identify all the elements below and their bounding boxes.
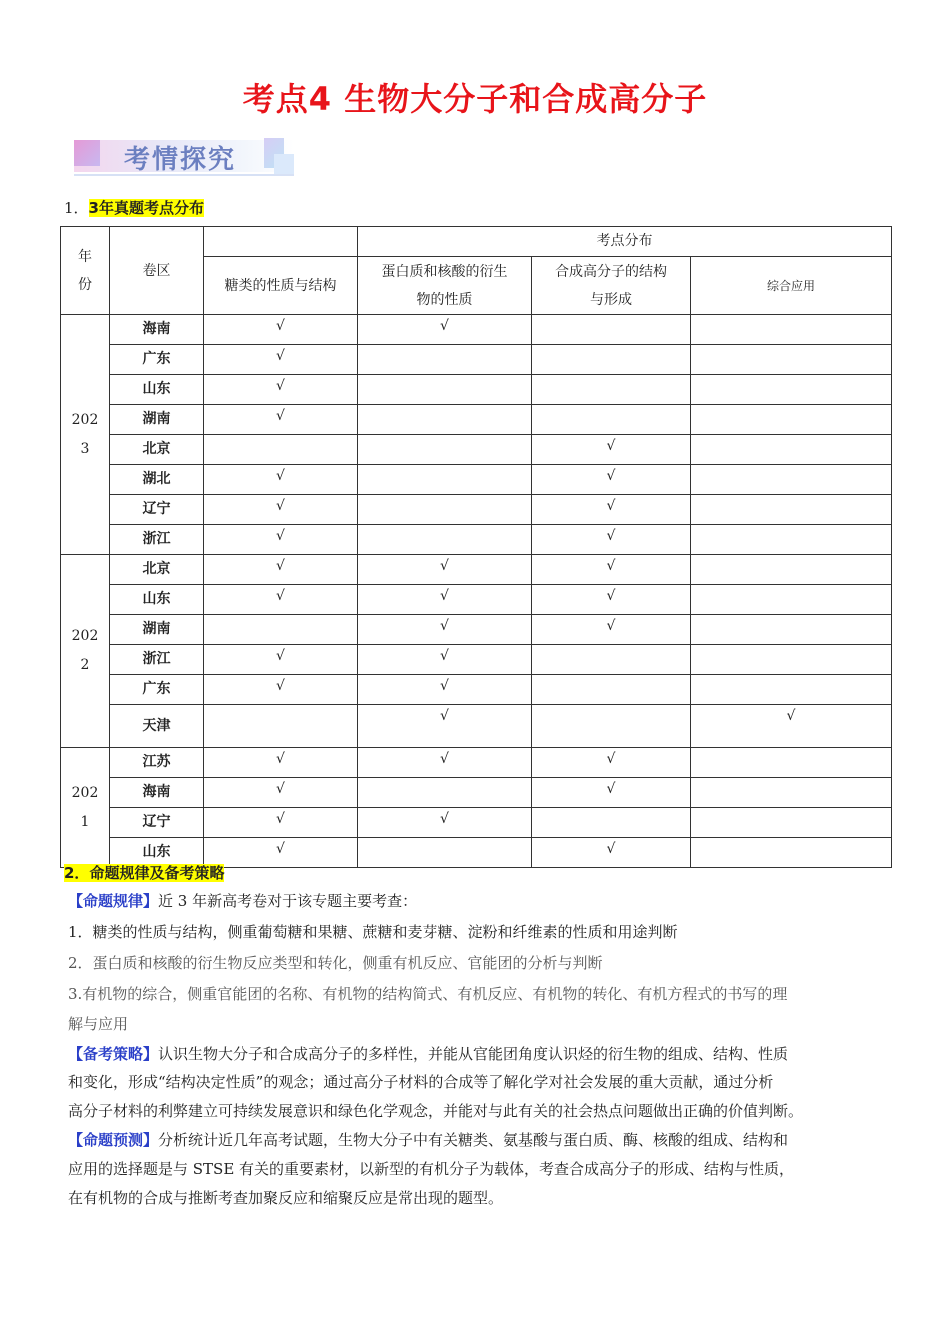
- strategy-line-2: 和变化，形成“结构决定性质”的观念；通过高分子材料的合成等了解化学对社会发展的重大贡献，通过分析: [68, 1073, 774, 1091]
- check-cell: [691, 525, 892, 555]
- check-cell: √: [204, 585, 358, 615]
- check-cell: [691, 435, 892, 465]
- check-cell: [691, 375, 892, 405]
- check-cell: [358, 435, 532, 465]
- check-cell: √: [204, 778, 358, 808]
- year-cell: 202 1: [61, 748, 110, 868]
- check-cell: √: [204, 405, 358, 435]
- check-cell: [691, 345, 892, 375]
- region-cell: 海南: [110, 778, 204, 808]
- section2-heading: [64, 862, 224, 883]
- table-row: [61, 375, 892, 405]
- check-cell: [532, 645, 691, 675]
- check-cell: √: [532, 435, 691, 465]
- check-cell: √: [532, 585, 691, 615]
- check-cell: √: [204, 645, 358, 675]
- check-cell: [532, 705, 691, 748]
- table-row: [61, 748, 892, 778]
- check-cell: [691, 405, 892, 435]
- check-cell: √: [358, 615, 532, 645]
- rule-item-3-cont: 解与应用: [68, 1015, 129, 1033]
- check-cell: √: [204, 375, 358, 405]
- check-cell: √: [358, 645, 532, 675]
- check-cell: [358, 778, 532, 808]
- table-row: [61, 465, 892, 495]
- region-cell: 湖北: [110, 465, 204, 495]
- check-cell: √: [204, 345, 358, 375]
- check-cell: √: [204, 315, 358, 345]
- check-cell: [358, 838, 532, 868]
- region-cell: 江苏: [110, 748, 204, 778]
- check-cell: [358, 375, 532, 405]
- exam-distribution-table: [60, 226, 892, 868]
- check-cell: √: [532, 615, 691, 645]
- predict-line-3: 在有机物的合成与推断考查加聚反应和缩聚反应是常出现的题型。: [68, 1189, 504, 1207]
- col-header-carbohydrates: 糖类的性质与结构: [204, 257, 358, 315]
- region-cell: 浙江: [110, 645, 204, 675]
- check-cell: √: [358, 748, 532, 778]
- check-cell: √: [691, 705, 892, 748]
- empty-header-cell: [204, 227, 358, 257]
- section1-number: 1．: [64, 199, 89, 217]
- rule-tag: 【命题规律】: [68, 892, 159, 910]
- table-row: [61, 525, 892, 555]
- rule-intro: 【命题规律】近 3 年新高考卷对于该专题主要考查：: [68, 892, 418, 910]
- year-cell: 202 3: [61, 315, 110, 555]
- banner-decoration-square: [74, 140, 100, 166]
- table-row: [61, 585, 892, 615]
- check-cell: √: [358, 705, 532, 748]
- section2-number: 2．: [64, 864, 90, 882]
- check-cell: [691, 808, 892, 838]
- check-cell: √: [204, 495, 358, 525]
- check-cell: [691, 495, 892, 525]
- check-cell: √: [532, 778, 691, 808]
- table-row: [61, 615, 892, 645]
- year-cell: 202 2: [61, 555, 110, 748]
- check-cell: √: [358, 585, 532, 615]
- strategy-line-3: 高分子材料的利弊建立可持续发展意识和绿色化学观念，并能对与此有关的社会热点问题做出正确的价值判断。: [68, 1102, 804, 1120]
- region-cell: 广东: [110, 675, 204, 705]
- table-row: [61, 495, 892, 525]
- check-cell: √: [204, 675, 358, 705]
- banner-title: 考情探究: [124, 145, 237, 175]
- region-cell: 山东: [110, 375, 204, 405]
- section1-heading: [64, 197, 204, 218]
- check-cell: √: [532, 748, 691, 778]
- check-cell: √: [532, 495, 691, 525]
- region-cell: 湖南: [110, 615, 204, 645]
- check-cell: √: [532, 525, 691, 555]
- banner-decoration-square: [274, 154, 294, 174]
- check-cell: √: [358, 675, 532, 705]
- region-cell: 广东: [110, 345, 204, 375]
- region-cell: 天津: [110, 705, 204, 748]
- table-row: [61, 808, 892, 838]
- table-row: [61, 705, 892, 748]
- year-header: 年 份: [61, 227, 110, 315]
- check-cell: [358, 465, 532, 495]
- check-cell: [691, 315, 892, 345]
- check-cell: [532, 405, 691, 435]
- region-cell: 海南: [110, 315, 204, 345]
- section-banner: [74, 138, 294, 176]
- region-cell: 山东: [110, 585, 204, 615]
- check-cell: [532, 315, 691, 345]
- check-cell: [691, 748, 892, 778]
- check-cell: [358, 345, 532, 375]
- table-row: [61, 645, 892, 675]
- check-cell: √: [358, 315, 532, 345]
- region-cell: 山东: [110, 838, 204, 868]
- check-cell: [532, 345, 691, 375]
- check-cell: √: [358, 808, 532, 838]
- predict-tag: 【命题预测】: [68, 1131, 159, 1149]
- check-cell: [358, 525, 532, 555]
- table-row: [61, 675, 892, 705]
- section1-label: 3年真题考点分布: [88, 199, 204, 217]
- region-cell: 北京: [110, 435, 204, 465]
- rule-item-1: 1．糖类的性质与结构，侧重葡萄糖和果糖、蔗糖和麦芽糖、淀粉和纤维素的性质和用途判断: [68, 923, 678, 941]
- check-cell: [691, 838, 892, 868]
- check-cell: [358, 405, 532, 435]
- predict-line-1: 【命题预测】分析统计近几年高考试题，生物大分子中有关糖类、氨基酸与蛋白质、酶、核酸的组成、结构和: [68, 1131, 789, 1149]
- section2-label: 命题规律及备考策略: [89, 864, 225, 882]
- check-cell: √: [204, 808, 358, 838]
- distribution-group-header: 考点分布: [358, 227, 892, 257]
- region-cell: 浙江: [110, 525, 204, 555]
- rule-item-3: 3.有机物的综合，侧重官能团的名称、有机物的结构简式、有机反应、有机物的转化、有机方程式的书写的理: [68, 985, 788, 1003]
- table-row: [61, 435, 892, 465]
- check-cell: [532, 675, 691, 705]
- col-header-synthetic-polymer: 合成高分子的结构 与形成: [532, 257, 691, 315]
- predict-line-2: 应用的选择题是与 STSE 有关的重要素材，以新型的有机分子为载体，考查合成高分子的形成、结构与性质，: [68, 1160, 795, 1178]
- check-cell: √: [532, 465, 691, 495]
- table-row: [61, 555, 892, 585]
- check-cell: √: [204, 525, 358, 555]
- region-cell: 辽宁: [110, 808, 204, 838]
- check-cell: [691, 555, 892, 585]
- check-cell: √: [204, 465, 358, 495]
- check-cell: [532, 375, 691, 405]
- check-cell: √: [204, 748, 358, 778]
- check-cell: [691, 675, 892, 705]
- check-cell: [204, 435, 358, 465]
- check-cell: √: [204, 838, 358, 868]
- check-cell: [691, 615, 892, 645]
- col-header-comprehensive: 综合应用: [691, 257, 892, 315]
- check-cell: [532, 808, 691, 838]
- table-row: [61, 345, 892, 375]
- check-cell: √: [532, 838, 691, 868]
- table-row: [61, 315, 892, 345]
- check-cell: [358, 495, 532, 525]
- page-title: 考点4 生物大分子和合成高分子: [242, 80, 708, 118]
- check-cell: √: [358, 555, 532, 585]
- region-cell: 湖南: [110, 405, 204, 435]
- check-cell: [691, 465, 892, 495]
- check-cell: √: [204, 555, 358, 585]
- col-header-protein-nucleic: 蛋白质和核酸的衍生 物的性质: [358, 257, 532, 315]
- check-cell: √: [532, 555, 691, 585]
- strategy-line-1: 【备考策略】认识生物大分子和合成高分子的多样性，并能从官能团角度认识烃的衍生物的组成、结构、性质: [68, 1045, 789, 1063]
- region-cell: 辽宁: [110, 495, 204, 525]
- check-cell: [691, 778, 892, 808]
- region-cell: 北京: [110, 555, 204, 585]
- check-cell: [691, 585, 892, 615]
- check-cell: [204, 615, 358, 645]
- table-row: [61, 778, 892, 808]
- check-cell: [204, 705, 358, 748]
- check-cell: [691, 645, 892, 675]
- strategy-tag: 【备考策略】: [68, 1045, 159, 1063]
- table-row: [61, 405, 892, 435]
- rule-item-2: 2．蛋白质和核酸的衍生物反应类型和转化，侧重有机反应、官能团的分析与判断: [68, 954, 603, 972]
- region-header: 卷区: [110, 227, 204, 315]
